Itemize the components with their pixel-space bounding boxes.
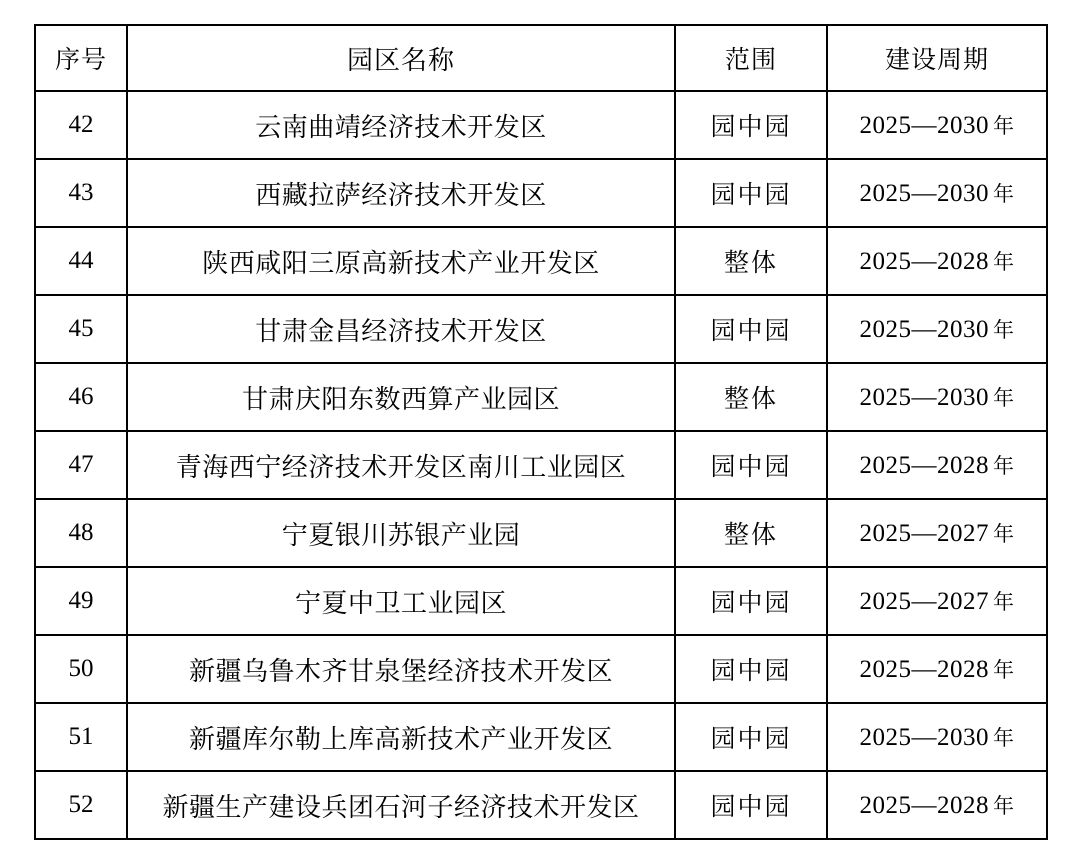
table-row bbox=[35, 295, 1047, 363]
cell-index: 50 bbox=[35, 635, 127, 703]
column-header-period: 建设周期 bbox=[827, 25, 1047, 91]
column-header-scope: 范围 bbox=[675, 25, 827, 91]
period-range: 2025—2030 bbox=[859, 384, 989, 411]
cell-scope: 园中园 bbox=[675, 635, 827, 703]
cell-period bbox=[827, 227, 1047, 295]
table-header-row bbox=[35, 25, 1047, 91]
table-row bbox=[35, 703, 1047, 771]
cell-park-name: 新疆生产建设兵团石河子经济技术开发区 bbox=[127, 771, 675, 839]
period-year-suffix: 年 bbox=[993, 386, 1015, 410]
cell-index: 48 bbox=[35, 499, 127, 567]
cell-index: 49 bbox=[35, 567, 127, 635]
period-year-suffix: 年 bbox=[993, 250, 1015, 274]
period-range: 2025—2028 bbox=[859, 656, 989, 683]
cell-scope: 园中园 bbox=[675, 771, 827, 839]
cell-park-name: 新疆乌鲁木齐甘泉堡经济技术开发区 bbox=[127, 635, 675, 703]
cell-index: 46 bbox=[35, 363, 127, 431]
period-year-suffix: 年 bbox=[993, 318, 1015, 342]
cell-index: 43 bbox=[35, 159, 127, 227]
table-row bbox=[35, 499, 1047, 567]
cell-scope: 园中园 bbox=[675, 295, 827, 363]
cell-index: 47 bbox=[35, 431, 127, 499]
period-year-suffix: 年 bbox=[993, 794, 1015, 818]
table-row bbox=[35, 363, 1047, 431]
cell-park-name: 西藏拉萨经济技术开发区 bbox=[127, 159, 675, 227]
cell-index: 51 bbox=[35, 703, 127, 771]
table-row bbox=[35, 159, 1047, 227]
period-year-suffix: 年 bbox=[993, 182, 1015, 206]
cell-scope: 园中园 bbox=[675, 159, 827, 227]
cell-scope: 园中园 bbox=[675, 91, 827, 159]
cell-index: 45 bbox=[35, 295, 127, 363]
cell-park-name: 宁夏中卫工业园区 bbox=[127, 567, 675, 635]
cell-period bbox=[827, 363, 1047, 431]
park-list-table bbox=[34, 24, 1048, 840]
table-row bbox=[35, 431, 1047, 499]
cell-period bbox=[827, 567, 1047, 635]
cell-park-name: 新疆库尔勒上库高新技术产业开发区 bbox=[127, 703, 675, 771]
period-range: 2025—2030 bbox=[859, 180, 989, 207]
cell-index: 44 bbox=[35, 227, 127, 295]
period-range: 2025—2028 bbox=[859, 248, 989, 275]
cell-scope: 园中园 bbox=[675, 703, 827, 771]
period-year-suffix: 年 bbox=[993, 114, 1015, 138]
cell-period bbox=[827, 703, 1047, 771]
table-header bbox=[35, 25, 1047, 91]
period-year-suffix: 年 bbox=[993, 454, 1015, 478]
table-body bbox=[35, 91, 1047, 839]
cell-period bbox=[827, 771, 1047, 839]
period-range: 2025—2027 bbox=[859, 588, 989, 615]
cell-park-name: 甘肃金昌经济技术开发区 bbox=[127, 295, 675, 363]
period-range: 2025—2030 bbox=[859, 724, 989, 751]
period-year-suffix: 年 bbox=[993, 522, 1015, 546]
column-header-index: 序号 bbox=[35, 25, 127, 91]
period-year-suffix: 年 bbox=[993, 590, 1015, 614]
table-row bbox=[35, 635, 1047, 703]
cell-park-name: 云南曲靖经济技术开发区 bbox=[127, 91, 675, 159]
cell-scope: 整体 bbox=[675, 499, 827, 567]
cell-park-name: 青海西宁经济技术开发区南川工业园区 bbox=[127, 431, 675, 499]
cell-park-name: 甘肃庆阳东数西算产业园区 bbox=[127, 363, 675, 431]
cell-period bbox=[827, 431, 1047, 499]
period-year-suffix: 年 bbox=[993, 658, 1015, 682]
table-row bbox=[35, 91, 1047, 159]
cell-scope: 整体 bbox=[675, 227, 827, 295]
cell-period bbox=[827, 91, 1047, 159]
cell-index: 42 bbox=[35, 91, 127, 159]
cell-period bbox=[827, 295, 1047, 363]
cell-period bbox=[827, 635, 1047, 703]
period-range: 2025—2030 bbox=[859, 316, 989, 343]
cell-period bbox=[827, 159, 1047, 227]
column-header-name: 园区名称 bbox=[127, 25, 675, 91]
table-row bbox=[35, 227, 1047, 295]
table-row bbox=[35, 567, 1047, 635]
cell-period bbox=[827, 499, 1047, 567]
cell-scope: 园中园 bbox=[675, 567, 827, 635]
cell-index: 52 bbox=[35, 771, 127, 839]
table-row bbox=[35, 771, 1047, 839]
period-range: 2025—2028 bbox=[859, 452, 989, 479]
cell-scope: 整体 bbox=[675, 363, 827, 431]
cell-park-name: 陕西咸阳三原高新技术产业开发区 bbox=[127, 227, 675, 295]
period-range: 2025—2028 bbox=[859, 792, 989, 819]
period-range: 2025—2027 bbox=[859, 520, 989, 547]
cell-scope: 园中园 bbox=[675, 431, 827, 499]
cell-park-name: 宁夏银川苏银产业园 bbox=[127, 499, 675, 567]
period-year-suffix: 年 bbox=[993, 726, 1015, 750]
period-range: 2025—2030 bbox=[859, 112, 989, 139]
